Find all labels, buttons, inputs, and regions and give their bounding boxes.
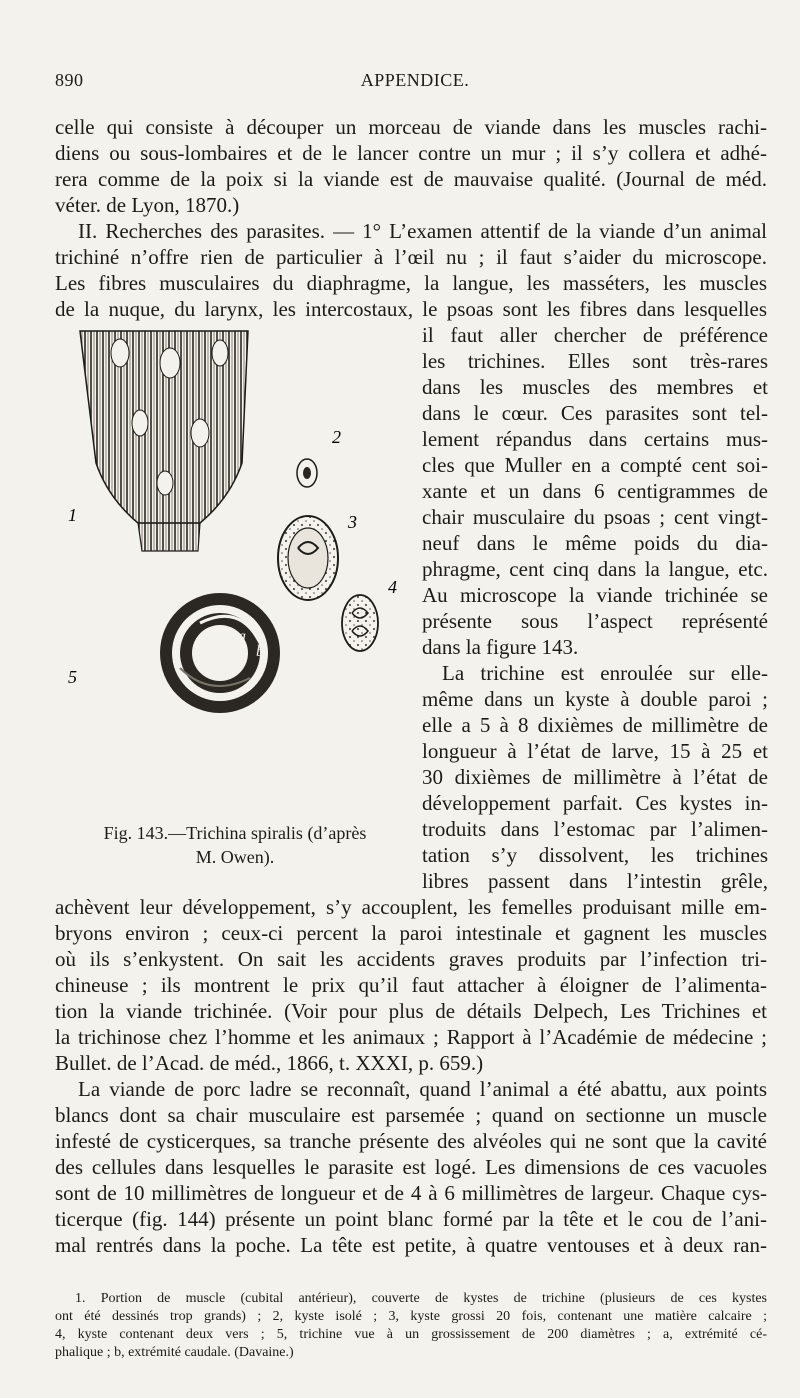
body-line: sont de 10 millimètres de longueur et de 4 à 6 millimètres de largeur. Chaque cys- bbox=[55, 1181, 767, 1205]
body-line: rera comme de la poix si la viande est de mauvaise qualité. (Journal de méd. bbox=[55, 167, 767, 191]
figure-caption-line2: M. Owen). bbox=[195, 847, 275, 867]
body-line: longueur à l’état de larve, 15 à 25 et bbox=[422, 739, 768, 763]
body-line: tation s’y dissolvent, les trichines bbox=[422, 843, 768, 867]
trichina-figure bbox=[60, 323, 410, 718]
fig-label-1: 1 bbox=[68, 505, 77, 525]
footnote-line: 1. Portion de muscle (cubital antérieur), couverte de kystes de trichine (plusieurs de ces kystes bbox=[75, 1291, 767, 1306]
body-line: elle a 5 à 8 dixièmes de millimètre de bbox=[422, 713, 768, 737]
fig-label-5: 5 bbox=[68, 667, 77, 687]
body-line: Les fibres musculaires du diaphragme, la langue, les masséters, les muscles bbox=[55, 271, 767, 295]
fig-label-4: 4 bbox=[388, 577, 397, 597]
body-line: dans la figure 143. bbox=[422, 635, 579, 659]
body-line: la trichinose chez l’homme et les animaux ; Rapport à l’Académie de médecine ; bbox=[55, 1025, 767, 1049]
body-line: les trichines. Elles sont très-rares bbox=[422, 349, 768, 373]
body-line: 30 dixièmes de millimètre à l’état de bbox=[422, 765, 768, 789]
body-line: des cellules dans lesquelles le parasite est logé. Les dimensions de ces vacuoles bbox=[55, 1155, 767, 1179]
body-line: cles que Muller en a compté cent soi- bbox=[422, 453, 768, 477]
body-line: Bullet. de l’Acad. de méd., 1866, t. XXXI, p. 659.) bbox=[55, 1051, 484, 1075]
running-title: APPENDICE. bbox=[360, 70, 470, 90]
body-line: Au microscope la viande trichinée se bbox=[422, 583, 768, 607]
two-worm-cyst-drawing bbox=[342, 595, 378, 651]
body-line: achèvent leur développement, s’y accouplent, les femelles produisant mille em- bbox=[55, 895, 767, 919]
body-line: xante et un dans 6 centigrammes de bbox=[422, 479, 768, 503]
muscle-portion-drawing bbox=[80, 331, 248, 551]
body-line: chair musculaire du psoas ; cent vingt- bbox=[422, 505, 768, 529]
body-line: celle qui consiste à découper un morceau de viande dans les muscles rachi- bbox=[55, 115, 767, 139]
body-line: présente sous l’aspect représenté bbox=[422, 609, 768, 633]
body-line: blancs dont sa chair musculaire est parsemée ; quand on sectionne un muscle bbox=[55, 1103, 767, 1127]
body-line: II. Recherches des parasites. — 1° L’examen attentif de la viande d’un animal bbox=[78, 219, 767, 243]
body-line: infesté de cysticerques, sa tranche présente des alvéoles qui ne sont que la cavité bbox=[55, 1129, 767, 1153]
footnote-line: 4, kyste contenant deux vers ; 5, trichine vue à un grossissement de 200 diamètres ; a, extrémité cé- bbox=[55, 1327, 767, 1342]
body-line: dans les muscles des membres et bbox=[422, 375, 768, 399]
body-line: chineuse ; ils montrent le prix qu’il faut attacher à éloigner de l’alimenta- bbox=[55, 973, 767, 997]
body-line: tion la viande trichinée. (Voir pour plus de détails Delpech, Les Trichines et bbox=[55, 999, 767, 1023]
fig-label-3: 3 bbox=[348, 512, 357, 532]
body-line: bryons environ ; ceux-ci percent la paroi intestinale et gagnent les muscles bbox=[55, 921, 767, 945]
page-header bbox=[55, 64, 775, 94]
body-line: phragme, cent cinq dans la langue, etc. bbox=[422, 557, 768, 581]
footnote-line: ont été dessinés trop grands) ; 2, kyste isolé ; 3, kyste grossi 20 fois, contenant une matière calcaire ; bbox=[55, 1309, 767, 1324]
body-line: trichiné n’offre rien de particulier à l’œil nu ; il faut s’aider du microscope. bbox=[55, 245, 767, 269]
body-line: développement parfait. Ces kystes in- bbox=[422, 791, 768, 815]
body-line: même dans un kyste à double paroi ; bbox=[422, 687, 768, 711]
isolated-cyst-drawing bbox=[297, 459, 317, 487]
figure-caption-line1: Fig. 143.—Trichina spiralis (d’après bbox=[103, 823, 367, 843]
body-line: La trichine est enroulée sur elle- bbox=[442, 661, 768, 685]
body-line: libres passent dans l’intestin grêle, bbox=[422, 869, 768, 893]
body-line: ticerque (fig. 144) présente un point blanc formé par la tête et le cou de l’ani- bbox=[55, 1207, 767, 1231]
body-line: neuf dans le même poids du dia- bbox=[422, 531, 768, 555]
body-line: il faut aller chercher de préférence bbox=[422, 323, 768, 347]
body-line: mal rentrés dans la poche. La tête est petite, à quatre ventouses et à deux ran- bbox=[55, 1233, 767, 1257]
magnified-cyst-drawing bbox=[278, 516, 338, 600]
body-line: diens ou sous-lombaires et de le lancer contre un mur ; il s’y collera et adhé- bbox=[55, 141, 767, 165]
footnote-line: phalique ; b, extrémité caudale. (Davaine.) bbox=[55, 1345, 294, 1360]
body-line: La viande de porc ladre se reconnaît, quand l’animal a été abattu, aux points bbox=[78, 1077, 767, 1101]
page-number: 890 bbox=[55, 70, 84, 90]
body-line: lement répandus dans certains mus- bbox=[422, 427, 768, 451]
body-line: véter. de Lyon, 1870.) bbox=[55, 193, 240, 217]
fig-label-a: a bbox=[238, 628, 246, 645]
body-line: troduits dans l’estomac par l’alimen- bbox=[422, 817, 768, 841]
body-line: dans le cœur. Ces parasites sont tel- bbox=[422, 401, 768, 425]
body-line: de la nuque, du larynx, les intercostaux, le psoas sont les fibres dans lesquelles bbox=[55, 297, 767, 321]
fig-label-b: b bbox=[256, 643, 264, 660]
fig-label-2: 2 bbox=[332, 427, 341, 447]
body-line: où ils s’enkystent. On sait les accidents graves produits par l’infection tri- bbox=[55, 947, 767, 971]
